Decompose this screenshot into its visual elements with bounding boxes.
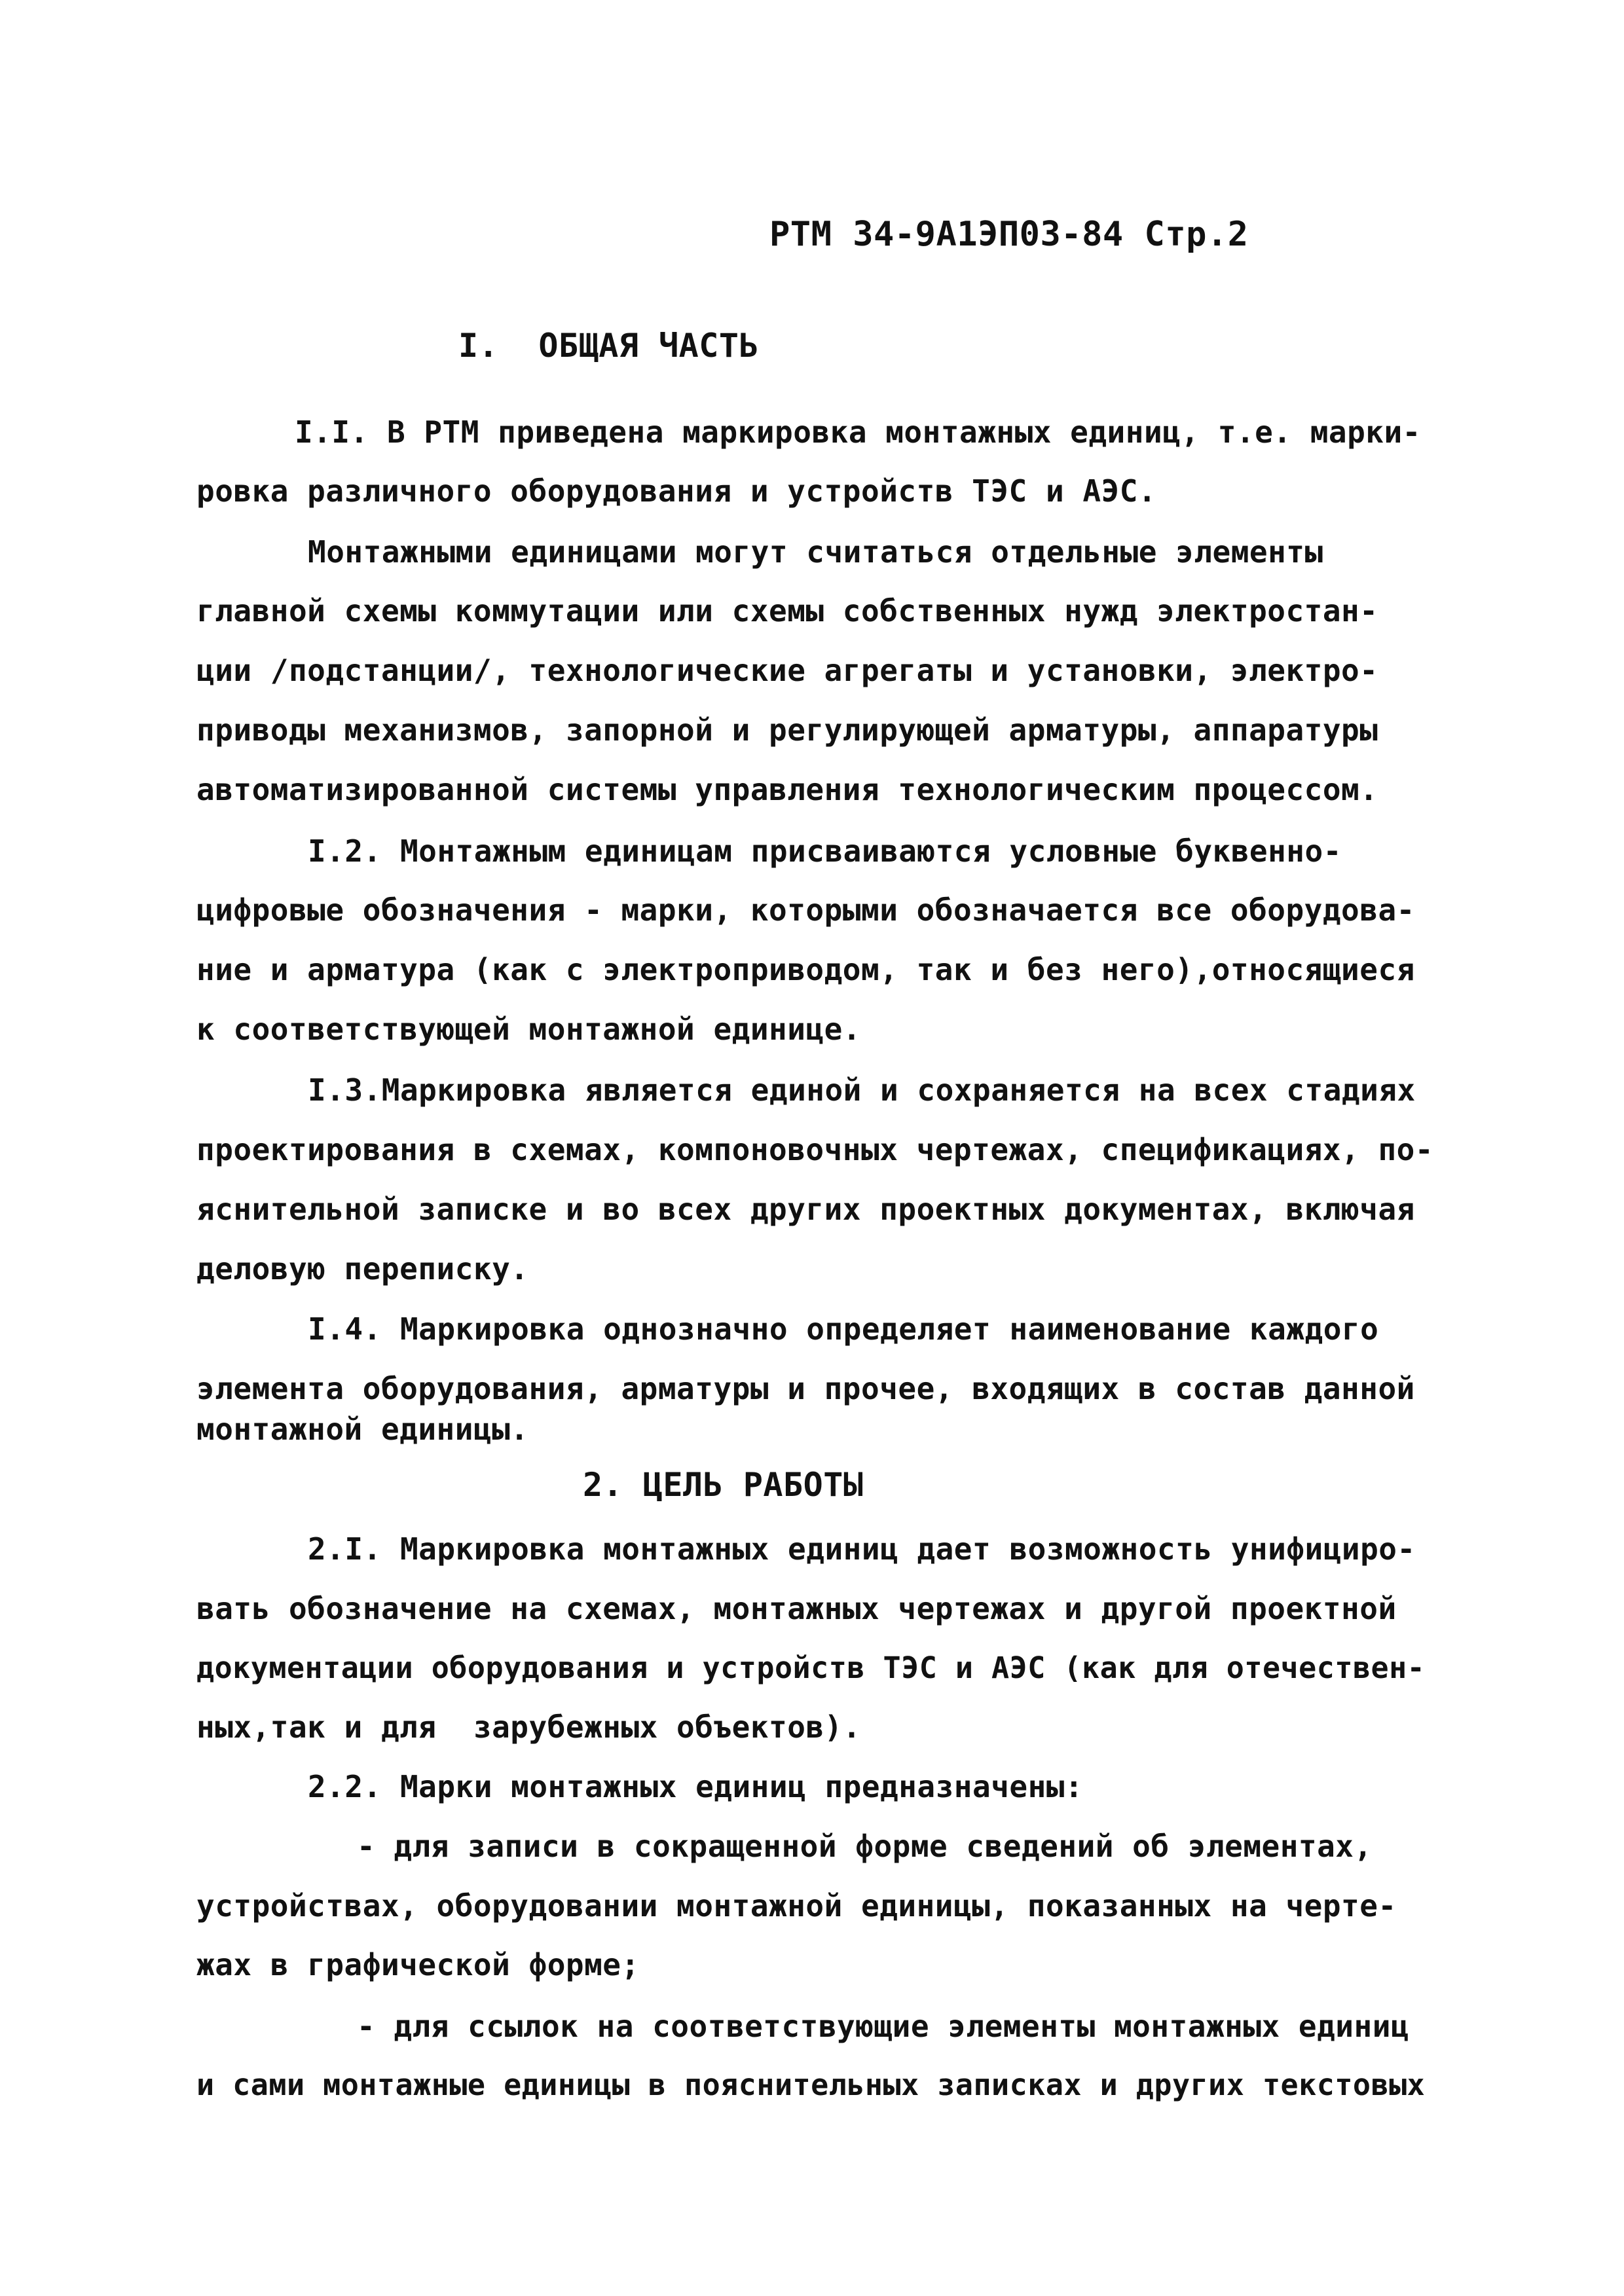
paragraph-line: документации оборудования и устройств ТЭС и АЭС (как для отечествен- [196, 1650, 1426, 1685]
paragraph-line: цифровые обозначения - марки, которыми обозначается все оборудова- [196, 892, 1415, 928]
paragraph-line: устройствах, оборудовании монтажной единицы, показанных на черте- [196, 1888, 1397, 1923]
paragraph-line: яснительной записке и во всех других проектных документах, включая [196, 1192, 1415, 1227]
paragraph-line: Монтажными единицами могут считаться отдельные элементы [308, 534, 1323, 570]
section-2-title: 2. ЦЕЛЬ РАБОТЫ [583, 1466, 864, 1504]
paragraph-line: деловую переписку. [196, 1251, 529, 1286]
paragraph-line: - для записи в сокращенной форме сведений об элементах, [357, 1829, 1373, 1864]
paragraph-line: 2.2. Марки монтажных единиц предназначены: [308, 1769, 1084, 1804]
paragraph-line: ции /подстанции/, технологические агрегаты и установки, электро- [196, 653, 1378, 688]
paragraph-line: 2.I. Маркировка монтажных единиц дает возможность унифициро- [308, 1531, 1416, 1567]
page-header: РТМ 34-9А1ЭП03-84 Стр.2 [769, 215, 1249, 254]
paragraph-line: ние и арматура (как с электроприводом, так и без него),относящиеся [196, 952, 1415, 987]
paragraph-line: - для ссылок на соответствующие элементы монтажных единиц [357, 2009, 1410, 2044]
paragraph-line: I.2. Монтажным единицам присваиваются условные буквенно- [308, 833, 1342, 869]
paragraph-line: вать обозначение на схемах, монтажных чертежах и другой проектной [196, 1591, 1397, 1626]
paragraph-line: главной схемы коммутации или схемы собственных нужд электростан- [196, 593, 1378, 629]
paragraph-line: ных,так и для зарубежных объектов). [196, 1709, 861, 1745]
paragraph-line: элемента оборудования, арматуры и прочее, входящих в состав данной [196, 1371, 1415, 1406]
paragraph-line: к соответствующей монтажной единице. [196, 1011, 861, 1047]
paragraph-line: ровка различного оборудования и устройств ТЭС и АЭС. [196, 473, 1157, 509]
paragraph-line: I.4. Маркировка однозначно определяет наименование каждого [308, 1311, 1379, 1347]
paragraph-line: автоматизированной системы управления технологическим процессом. [196, 772, 1378, 807]
paragraph-line: жах в графической форме; [196, 1947, 640, 1982]
paragraph-line: I.I. В РТМ приведена маркировка монтажных единиц, т.е. марки- [295, 414, 1421, 450]
paragraph-line: и сами монтажные единицы в пояснительных записках и других текстовых [196, 2068, 1426, 2102]
paragraph-line: приводы механизмов, запорной и регулирующей арматуры, аппаратуры [196, 712, 1378, 748]
paragraph-line: I.3.Маркировка является единой и сохраняется на всех стадиях [308, 1072, 1416, 1108]
paragraph-line: проектирования в схемах, компоновочных чертежах, спецификациях, по- [196, 1132, 1434, 1167]
section-1-title: I. ОБЩАЯ ЧАСТЬ [458, 327, 760, 365]
paragraph-line: монтажной единицы. [196, 1412, 529, 1447]
